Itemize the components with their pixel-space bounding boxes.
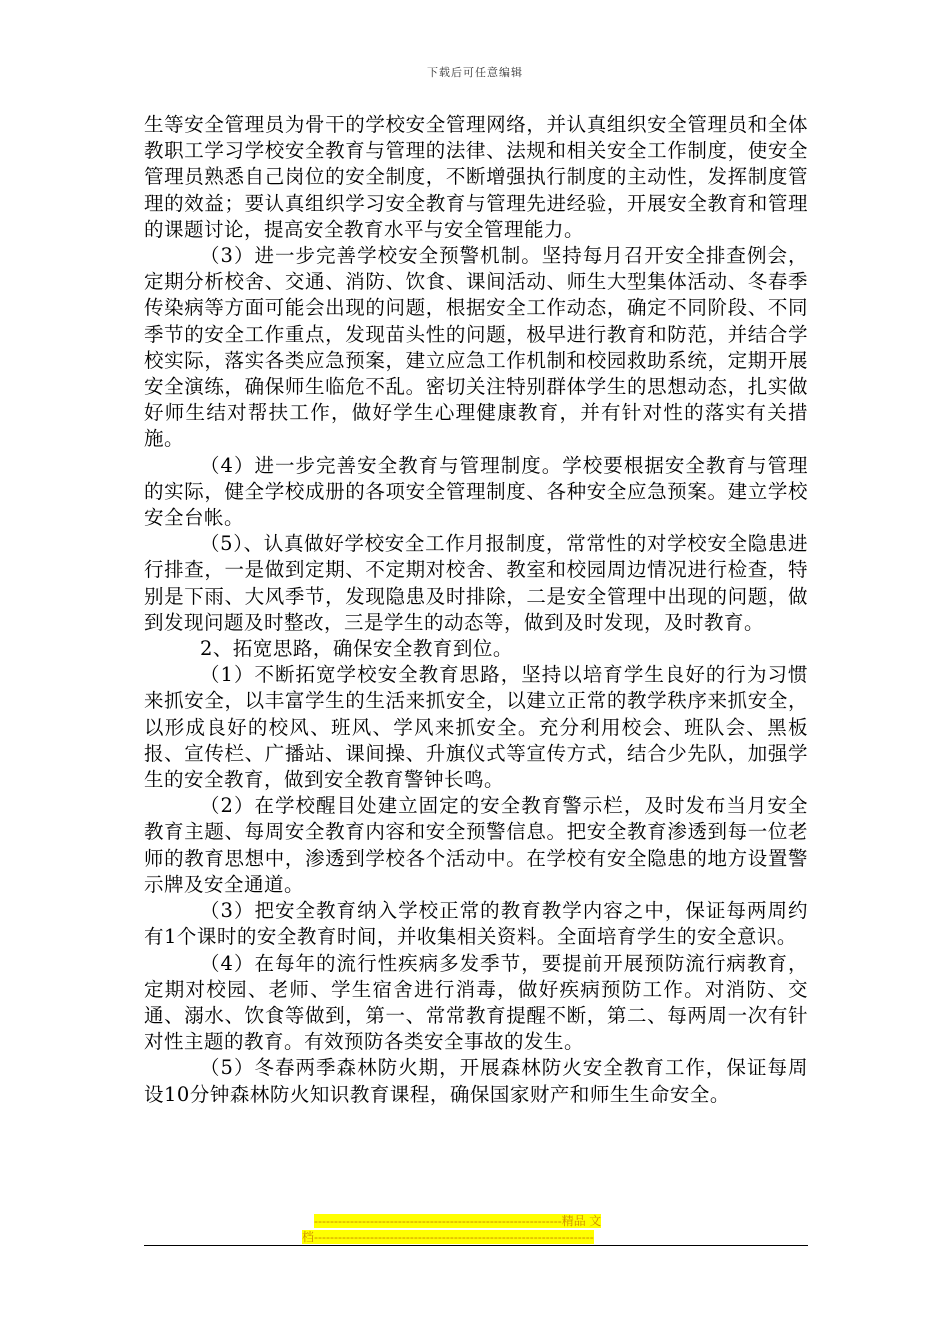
paragraph-sub-1-broaden-ideas: （1）不断拓宽学校安全教育思路，坚持以培育学生良好的行为习惯来抓安全，以丰富学生的生活来抓安全，以建立正常的教学秩序来抓安全，以形成良好的校风、班风、学风来抓安全。充分利用校会、班队会、黑板报、宣传栏、广播站、课间操、升旗仪式等宣传方式，结合少先队，加强学生的安全教育，做到安全教育警钟长鸣。 [144,663,808,792]
watermark-line-2: 档---------------------------------------------------------------------- [302,1230,594,1244]
paragraph-item-4-management-system: （4）进一步完善安全教育与管理制度。学校要根据安全教育与管理的实际，健全学校成册的各项安全管理制度、各种安全应急预案。建立学校安全台帐。 [144,453,808,530]
document-body [144,112,808,1108]
paragraph-sub-4-epidemic: （4）在每年的流行性疾病多发季节，要提前开展预防流行病教育，定期对校园、老师、学生宿舍进行消毒，做好疾病预防工作。对消防、交通、溺水、饮食等做到，第一、常常教育提醒不断，第二、每两周一次有针对性主题的教育。有效预防各类安全事故的发生。 [144,951,808,1054]
footer-divider [144,1245,808,1246]
paragraph-item-3-warning-mechanism: （3）进一步完善学校安全预警机制。坚持每月召开安全排查例会，定期分析校舍、交通、消防、饮食、课间活动、师生大型集体活动、冬春季传染病等方面可能会出现的问题，根据安全工作动态，确定不同阶段、不同季节的安全工作重点，发现苗头性的问题，极早进行教育和防范，并结合学校实际，落实各类应急预案，建立应急工作机制和校园救助系统，定期开展安全演练，确保师生临危不乱。密切关注特别群体学生的思想动态，扎实做好师生结对帮扶工作，做好学生心理健康教育，并有针对性的落实有关措施。 [144,244,808,451]
paragraph-sub-3-curriculum: （3）把安全教育纳入学校正常的教育教学内容之中，保证每两周约有1个课时的安全教育时间，并收集相关资料。全面培育学生的安全意识。 [144,899,808,949]
watermark-line-1: --------------------------------------------------------------精品 文 [314,1214,602,1228]
paragraph-item-5-monthly-report: （5）、认真做好学校安全工作月报制度，常常性的对学校安全隐患进行排查，一是做到定期、不定期对校舍、教室和校园周边情况进行检查，特别是下雨、大风季节，发现隐患及时排除，二是安全管理中出现的问题，做到发现问题及时整改，三是学生的动态等，做到及时发现，及时教育。 [144,532,808,634]
paragraph-sub-2-warning-board: （2）在学校醒目处建立固定的安全教育警示栏，及时发布当月安全教育主题、每周安全教育内容和安全预警信息。把安全教育渗透到每一位老师的教育思想中，渗透到学校各个活动中。在学校有安全隐患的地方设置警示牌及安全通道。 [144,794,808,896]
section-heading-2: 2、拓宽思路，确保安全教育到位。 [200,637,513,661]
paragraph-continuation: 生等安全管理员为骨干的学校安全管理网络，并认真组织安全管理员和全体教职工学习学校安全教育与管理的法律、法规和相关安全工作制度，使安全管理员熟悉自己岗位的安全制度，不断增强执行制度的主动性，发挥制度管理的效益；要认真组织学习安全教育与管理先进经验，开展安全教育和管理的课题讨论，提高安全教育水平与安全管理能力。 [144,113,808,241]
paragraph-sub-5-fire-prevention: （5）冬春两季森林防火期，开展森林防火安全教育工作，保证每周设10分钟森林防火知识教育课程，确保国家财产和师生生命安全。 [144,1056,808,1106]
watermark-footer [302,1213,654,1245]
page-header: 下载后可任意编辑 [427,66,523,79]
